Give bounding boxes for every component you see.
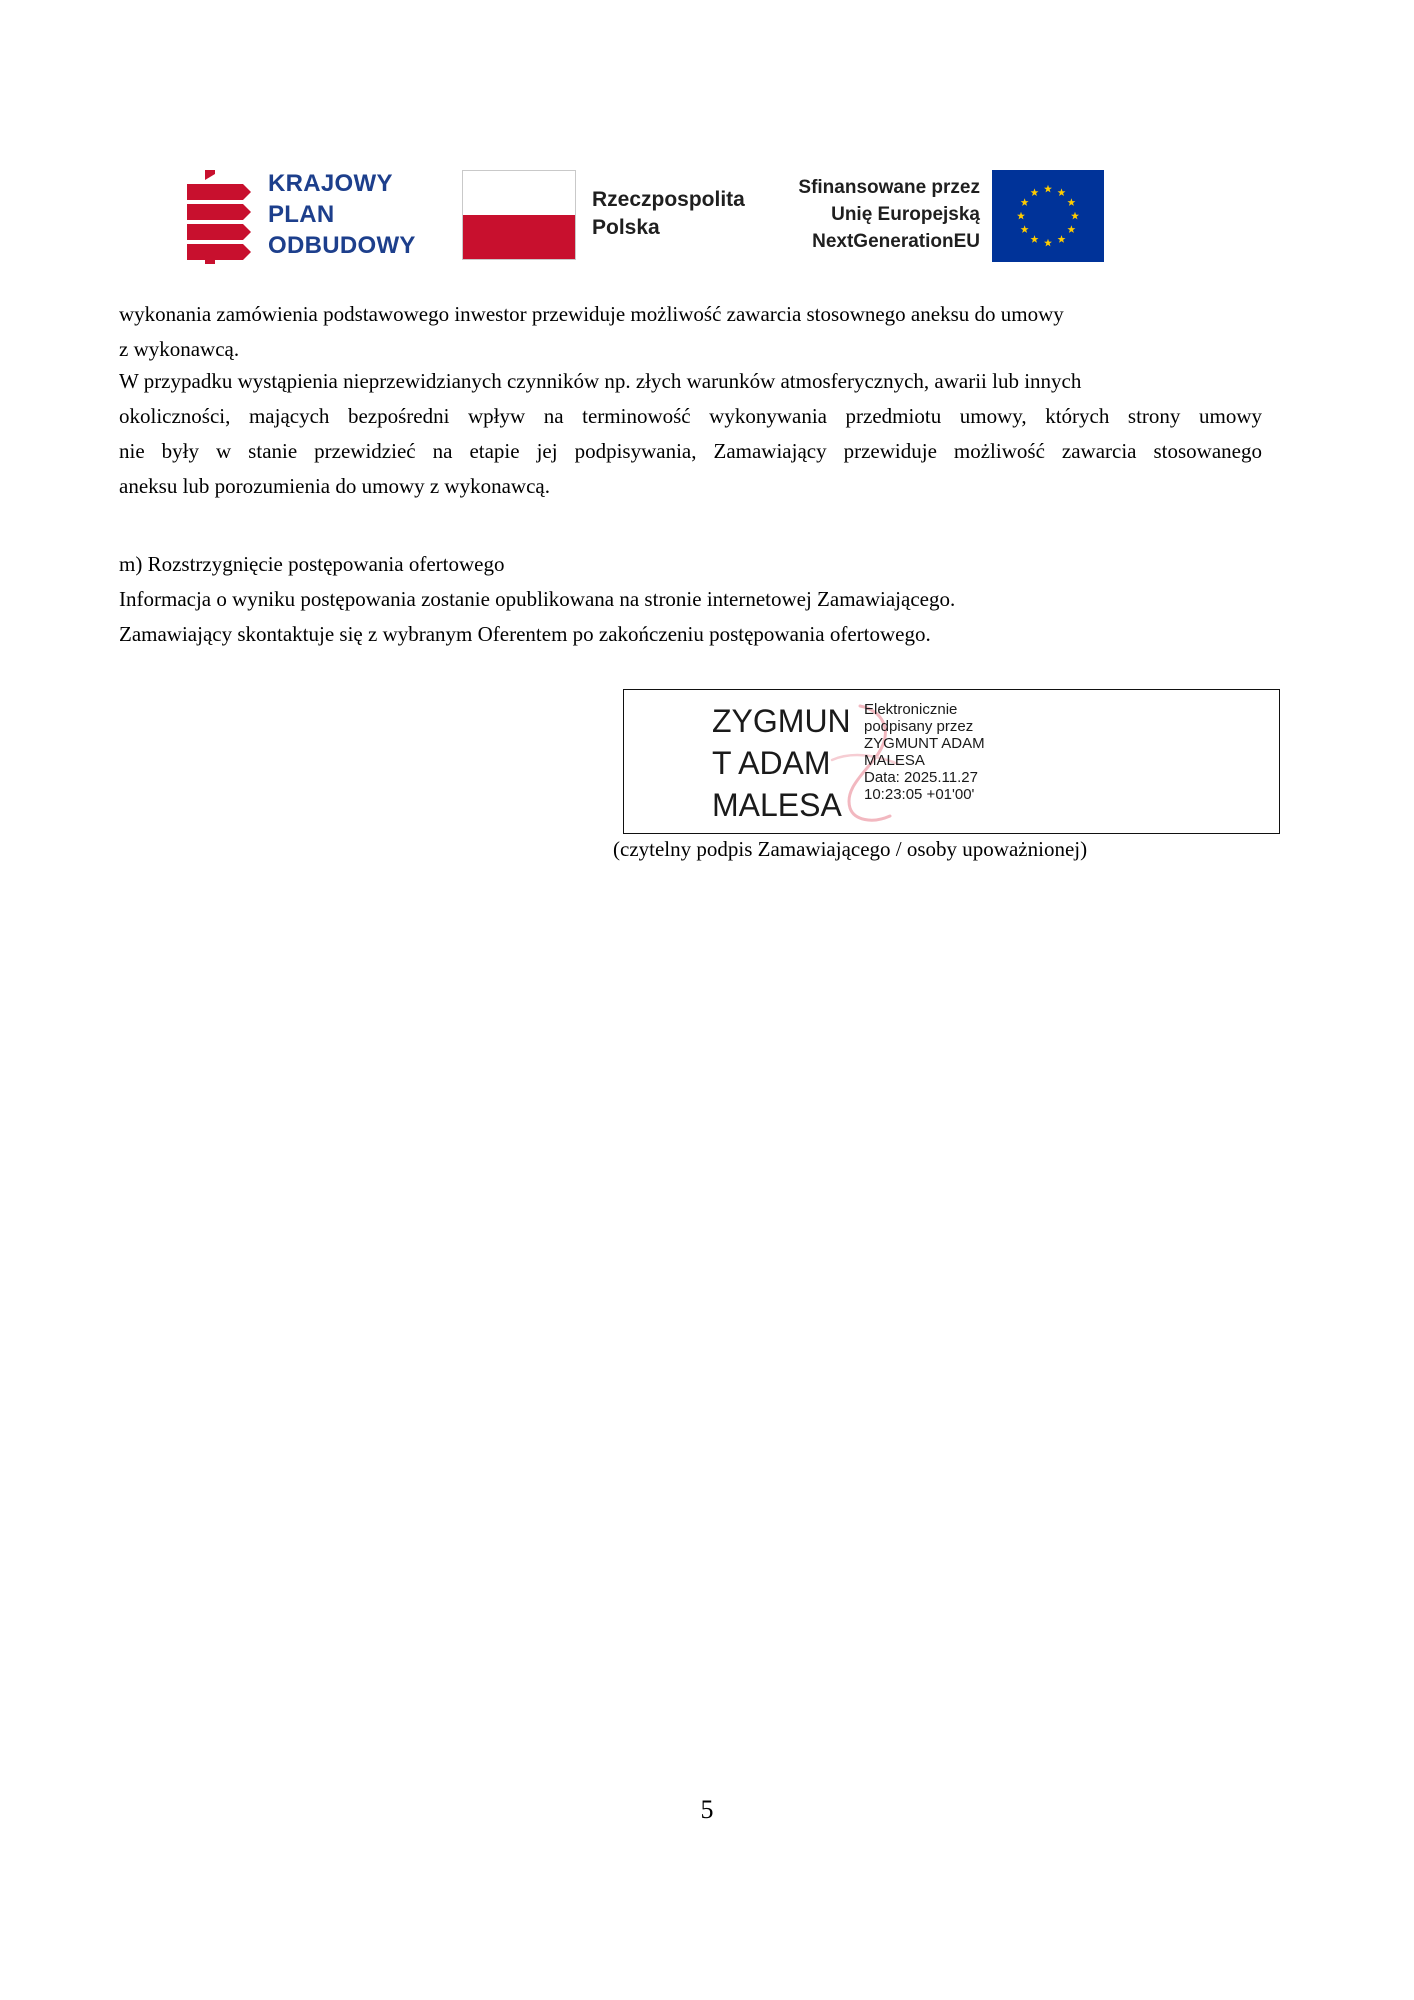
kpo-logo-mark — [185, 170, 253, 264]
poland-flag — [462, 170, 576, 260]
kpo-logo-line: PLAN — [268, 201, 335, 228]
signature-caption: (czytelny podpis Zamawiającego / osoby upoważnionej) — [613, 837, 1088, 861]
eu-funding-text — [780, 174, 980, 255]
signature-detail-line: 10:23:05 +01'00' — [864, 786, 975, 803]
signer-name-line: ZYGMUN — [712, 703, 851, 739]
text-line: z wykonawcą. — [119, 337, 240, 361]
signature-detail-line: Elektronicznie — [864, 701, 958, 718]
kpo-logo-line: ODBUDOWY — [268, 232, 416, 259]
signer-name-line: MALESA — [712, 787, 842, 823]
text-line: nie były w stanie przewidzieć na etapie jej podpisywania, Zamawiający przewiduje możliwość zawarcia stosowanego — [119, 439, 1262, 463]
text-line: Informacja o wyniku postępowania zostanie opublikowana na stronie internetowej Zamawiającego. — [119, 587, 956, 611]
signature-details — [864, 701, 985, 803]
page-number: 5 — [700, 1795, 714, 1824]
eu-flag — [992, 170, 1104, 262]
signature-detail-line: MALESA — [864, 752, 925, 769]
section-heading: m) Rozstrzygnięcie postępowania ofertowego — [119, 552, 505, 576]
signature-detail-line: ZYGMUNT ADAM — [864, 735, 985, 752]
kpo-logo-line: KRAJOWY — [268, 170, 393, 197]
text-line: aneksu lub porozumienia do umowy z wykonawcą. — [119, 474, 550, 498]
poland-logo-line: Polska — [592, 216, 660, 239]
signature-detail-line: Data: 2025.11.27 — [864, 769, 978, 786]
kpo-logo-text — [268, 168, 416, 261]
eu-funding-line: Sfinansowane przez — [798, 177, 980, 198]
poland-logo-text — [592, 186, 745, 242]
text-line: Zamawiający skontaktuje się z wybranym Oferentem po zakończeniu postępowania ofertowego. — [119, 622, 931, 646]
poland-logo-line: Rzeczpospolita — [592, 188, 745, 211]
paragraph-continuation — [119, 297, 1064, 367]
text-line: W przypadku wystąpienia nieprzewidzianych czynników np. złych warunków atmosferycznych, awarii lub innych — [119, 369, 1082, 393]
signature-detail-line: podpisany przez — [864, 718, 974, 735]
signer-name-line: T ADAM — [712, 745, 831, 781]
text-line: okoliczności, mających bezpośredni wpływ na terminowość wykonywania przedmiotu umowy, których strony umowy — [119, 404, 1262, 428]
paragraph-unforeseen-factors — [119, 364, 1262, 504]
text-line: wykonania zamówienia podstawowego inwestor przewiduje możliwość zawarcia stosownego aneksu do umowy — [119, 302, 1064, 326]
eu-funding-line: NextGenerationEU — [812, 231, 980, 252]
eu-funding-line: Unię Europejską — [831, 204, 980, 225]
signer-name — [712, 700, 851, 826]
section-m — [119, 547, 955, 652]
